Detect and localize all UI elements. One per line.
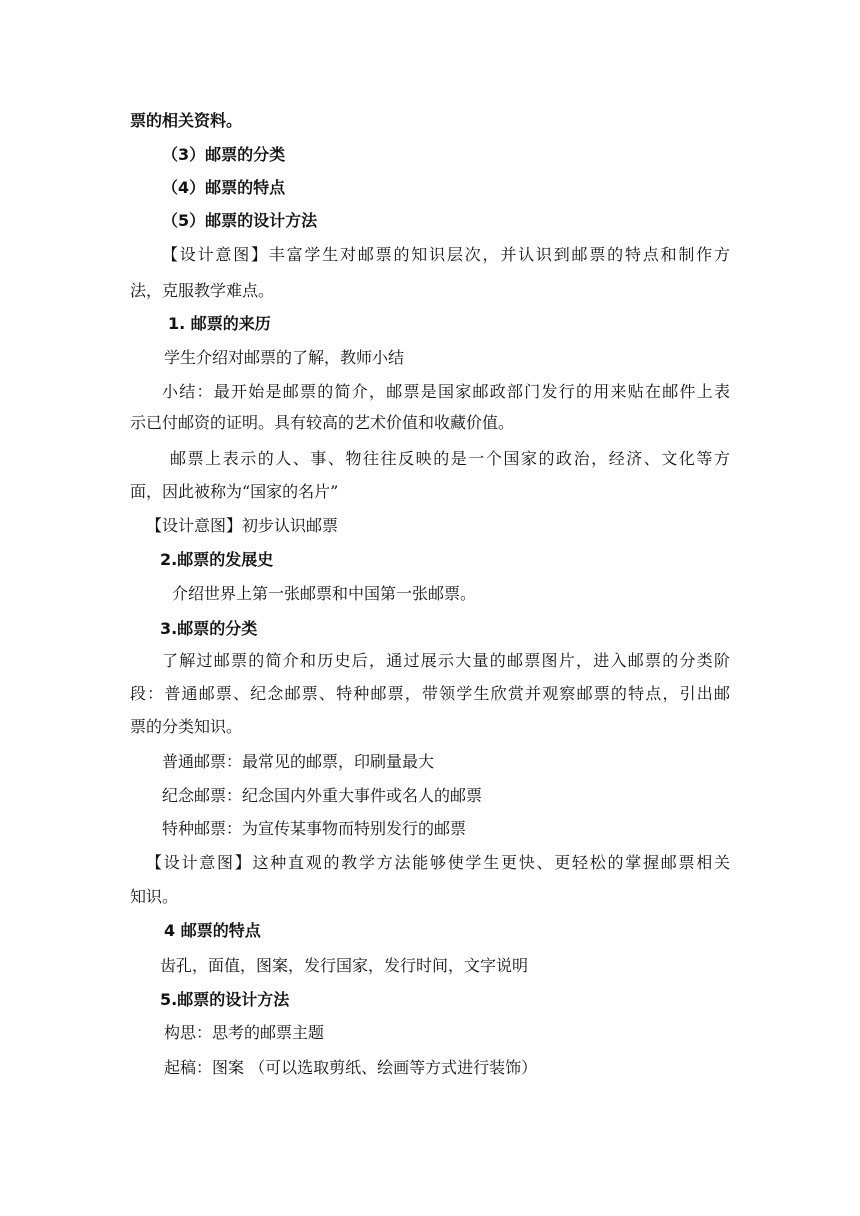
text-line: 法，克服教学难点。	[130, 281, 275, 300]
text-line: 齿孔，面值，图案，发行国家，发行时间，文字说明	[160, 956, 529, 975]
text-line: 构思：思考的邮票主题	[164, 1023, 325, 1042]
text-line: 知识。	[130, 887, 179, 906]
design-intent-text: 【设计意图】初步认识邮票	[146, 516, 339, 535]
text-line: 票的相关资料。	[130, 111, 243, 130]
subheading: （3）邮票的分类	[162, 145, 286, 164]
text-line: 纪念邮票：纪念国内外重大事件或名人的邮票	[162, 786, 483, 805]
section-heading: 4 邮票的特点	[164, 921, 261, 940]
text-line: 介绍世界上第一张邮票和中国第一张邮票。	[172, 584, 477, 603]
subheading: （4）邮票的特点	[162, 178, 286, 197]
text-line: 票的分类知识。	[130, 717, 243, 736]
section-heading: 2.邮票的发展史	[160, 550, 274, 569]
text-line: 特种邮票：为宣传某事物而特别发行的邮票	[162, 819, 467, 838]
text-line: 起稿：图案 （可以选取剪纸、绘画等方式进行装饰）	[164, 1058, 538, 1077]
text-line: 小结：最开始是邮票的简介，邮票是国家邮政部门发行的用来贴在邮件上表	[162, 382, 730, 401]
text-line: 学生介绍对邮票的了解，教师小结	[164, 348, 405, 367]
design-intent-text: 【设计意图】丰富学生对邮票的知识层次，并认识到邮票的特点和制作方	[162, 245, 730, 264]
text-line: 段：普通邮票、纪念邮票、特种邮票，带领学生欣赏并观察邮票的特点，引出邮	[130, 684, 730, 703]
text-line: 了解过邮票的简介和历史后，通过展示大量的邮票图片，进入邮票的分类阶	[162, 651, 730, 670]
text-line: 示已付邮资的证明。具有较高的艺术价值和收藏价值。	[130, 413, 515, 432]
design-intent-text: 【设计意图】这种直观的教学方法能够使学生更快、更轻松的掌握邮票相关	[146, 853, 730, 872]
text-line: 面，因此被称为“国家的名片”	[130, 482, 339, 501]
section-heading: 3.邮票的分类	[160, 619, 258, 638]
section-heading: 5.邮票的设计方法	[160, 990, 290, 1009]
text-line: 邮票上表示的人、事、物往往反映的是一个国家的政治，经济、文化等方	[170, 449, 730, 468]
text-line: 普通邮票：最常见的邮票，印刷量最大	[162, 752, 435, 771]
section-heading: 1. 邮票的来历	[168, 314, 271, 333]
subheading: （5）邮票的设计方法	[162, 211, 318, 230]
